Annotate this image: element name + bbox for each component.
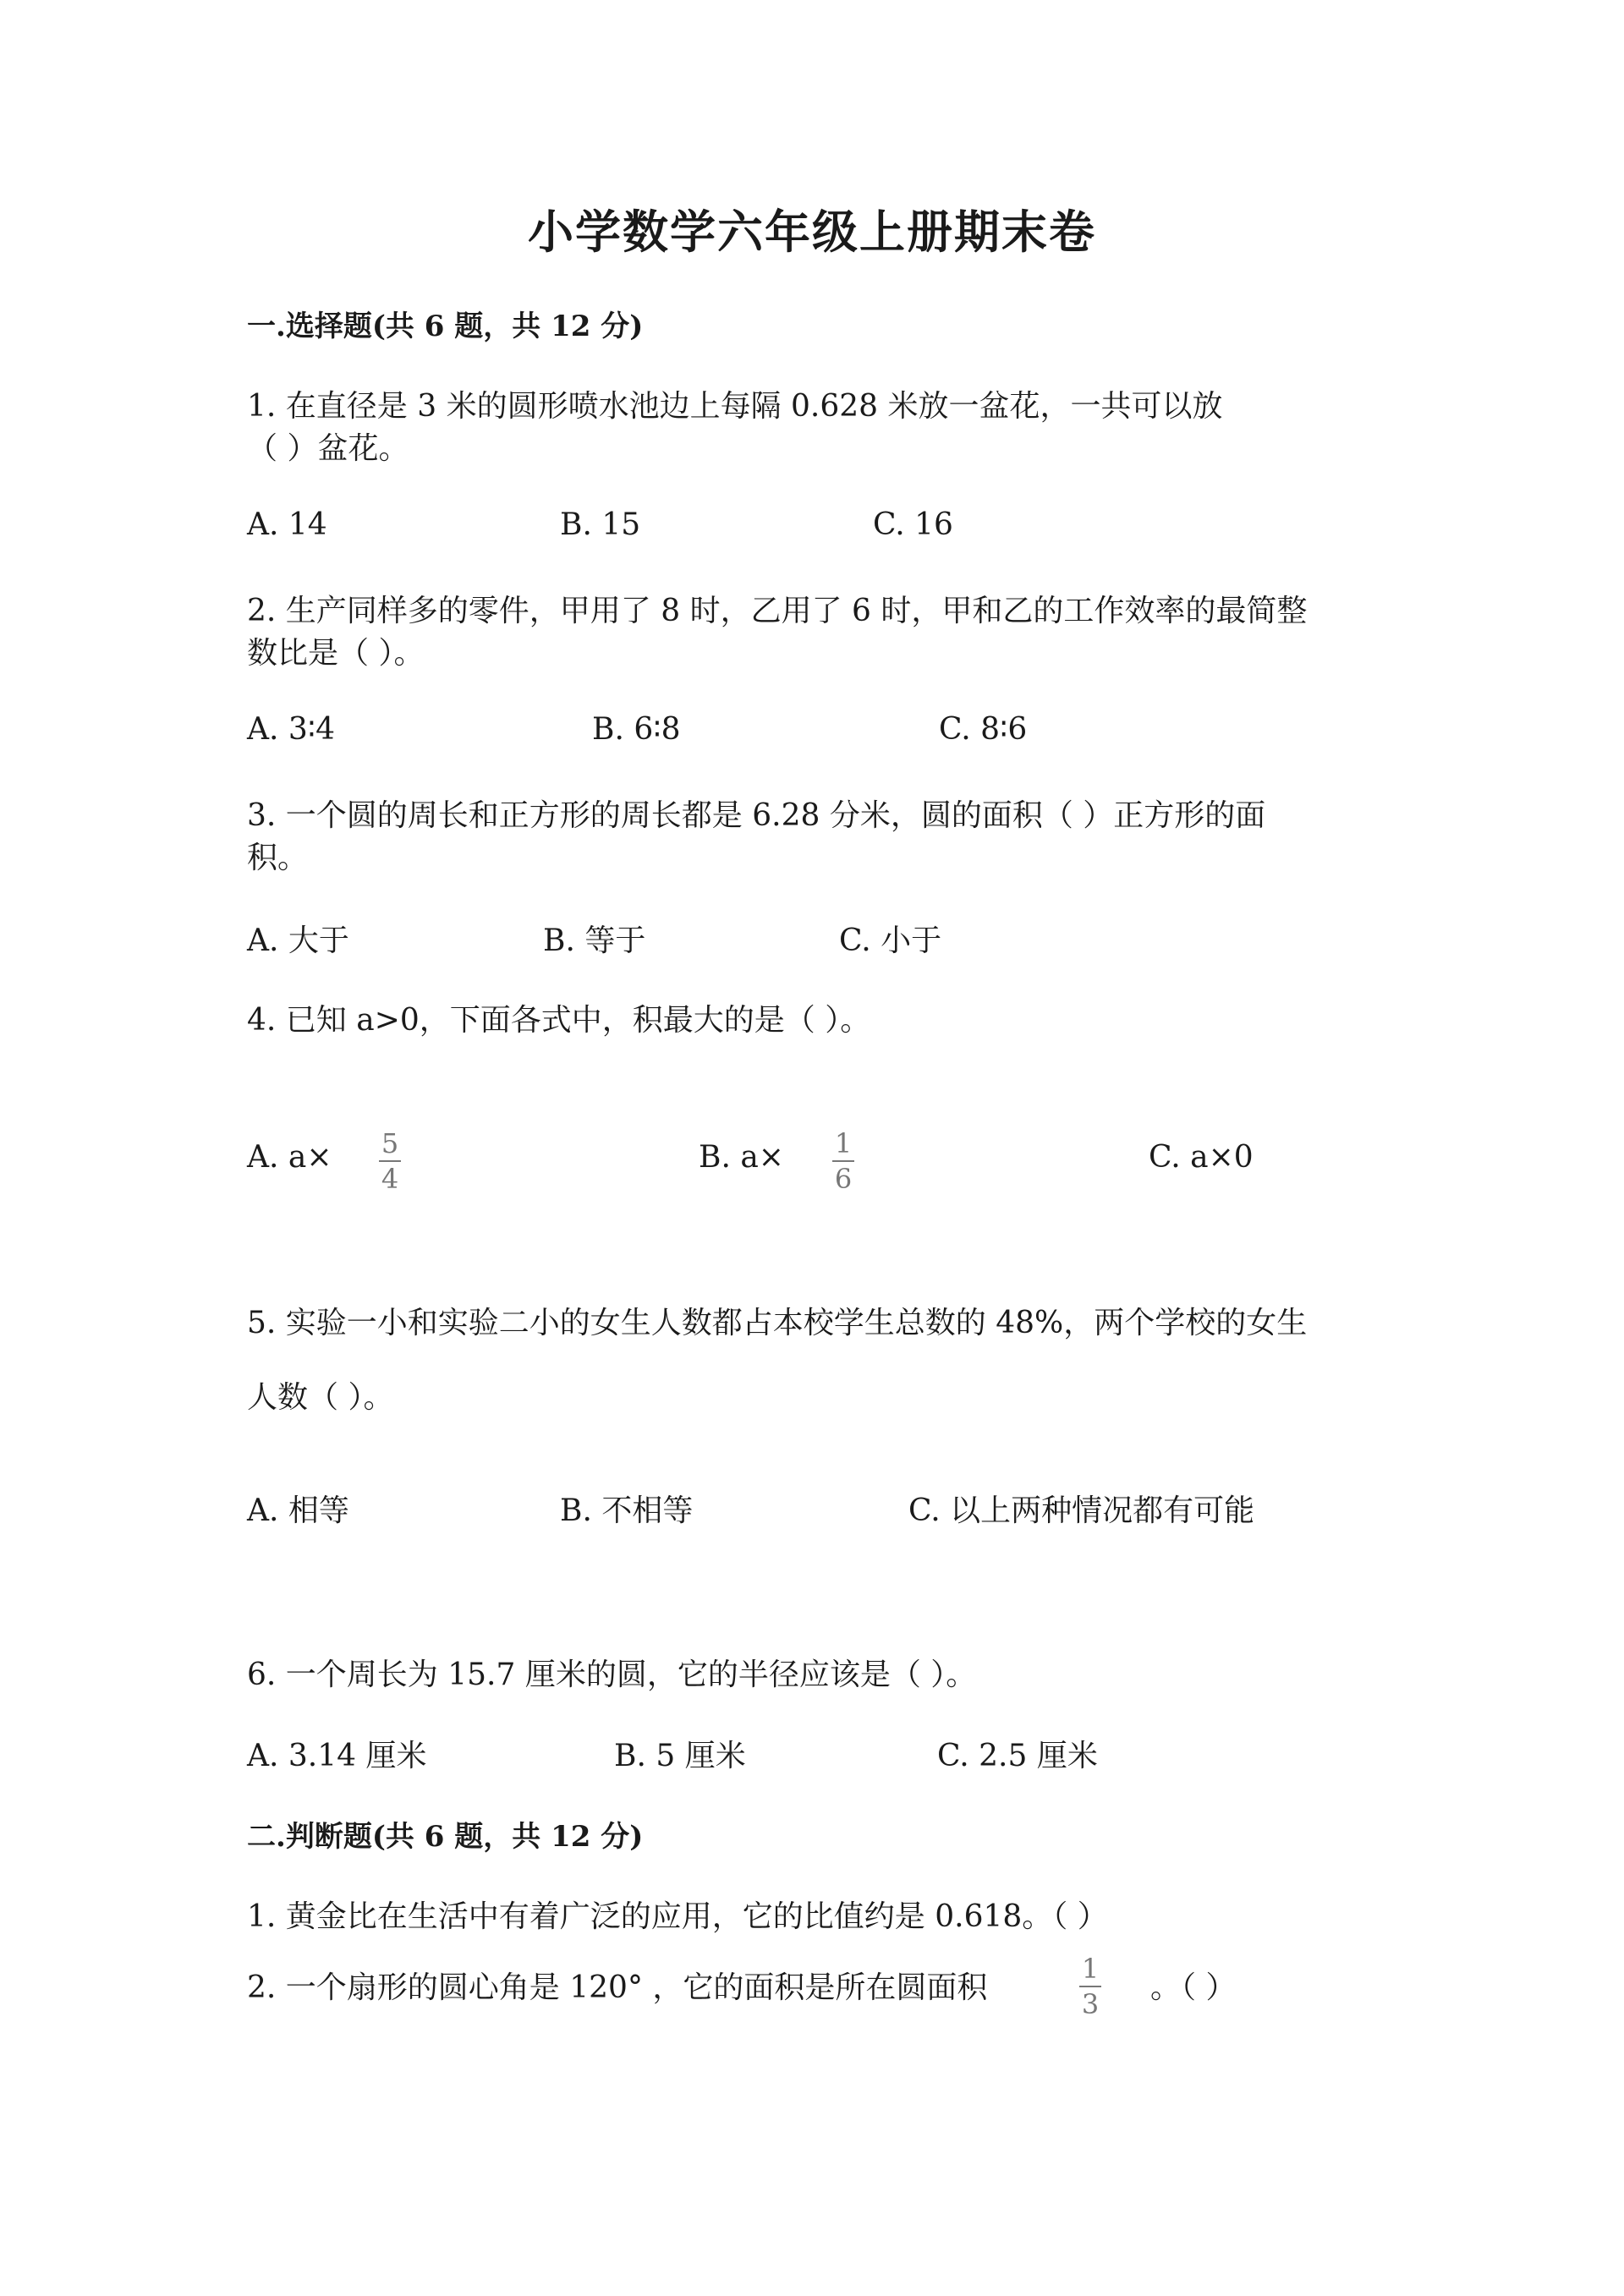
question-4-option-b[interactable]: B. a× [699, 1140, 784, 1175]
judgement-2: 2. 一个扇形的圆心角是 120° ，它的面积是所在圆面积 [247, 1970, 988, 2005]
fraction-denominator: 4 [381, 1163, 399, 1195]
section-heading-choice: 一.选择题(共 6 题，共 12 分) [247, 310, 644, 343]
question-2-option-b[interactable]: B. 6∶8 [592, 712, 681, 747]
question-4-option-c[interactable]: C. a×0 [1149, 1140, 1254, 1175]
fraction-bar [379, 1160, 401, 1162]
question-2-line-1: 2. 生产同样多的零件，甲用了 8 时，乙用了 6 时，甲和乙的工作效率的最简整 [247, 594, 1308, 628]
question-3-line-2: 积。 [247, 841, 309, 875]
question-2-option-a[interactable]: A. 3∶4 [247, 712, 336, 747]
question-4-option-a[interactable]: A. a× [247, 1140, 332, 1175]
question-1-option-b[interactable]: B. 15 [560, 507, 641, 542]
question-4-line-1: 4. 已知 a>0，下面各式中，积最大的是（ ）。 [247, 1003, 871, 1038]
question-6-line-1: 6. 一个周长为 15.7 厘米的圆，它的半径应该是（ ）。 [247, 1658, 977, 1692]
fraction-denominator: 3 [1081, 1988, 1100, 2020]
judgement-2-fraction [1079, 1954, 1101, 2019]
question-1-option-c[interactable]: C. 16 [873, 507, 953, 542]
question-6-option-b[interactable]: B. 5 厘米 [614, 1739, 746, 1773]
fraction-numerator: 5 [381, 1127, 399, 1159]
question-5-option-a[interactable]: A. 相等 [247, 1493, 349, 1528]
section-heading-judgement: 二.判断题(共 6 题，共 12 分) [247, 1820, 644, 1854]
question-3-option-b[interactable]: B. 等于 [543, 923, 646, 958]
question-1-option-a[interactable]: A. 14 [247, 507, 327, 542]
question-1-line-2: （ ）盆花。 [247, 431, 409, 466]
question-1-line-1: 1. 在直径是 3 米的圆形喷水池边上每隔 0.628 米放一盆花，一共可以放 [247, 389, 1223, 424]
question-3-option-c[interactable]: C. 小于 [839, 923, 942, 958]
question-6-option-a[interactable]: A. 3.14 厘米 [247, 1739, 427, 1773]
question-2-option-c[interactable]: C. 8∶6 [939, 712, 1028, 747]
judgement-1: 1. 黄金比在生活中有着广泛的应用，它的比值约是 0.618。（ ） [247, 1899, 1108, 1934]
question-5-option-c[interactable]: C. 以上两种情况都有可能 [908, 1493, 1255, 1528]
fraction-bar [832, 1160, 854, 1162]
question-6-option-c[interactable]: C. 2.5 厘米 [937, 1739, 1098, 1773]
question-2-line-2: 数比是（ ）。 [247, 636, 425, 671]
question-5-option-b[interactable]: B. 不相等 [560, 1493, 694, 1528]
fraction-numerator: 1 [1081, 1953, 1100, 1985]
question-4-option-a-fraction [379, 1128, 401, 1194]
fraction-bar [1079, 1986, 1101, 1987]
fraction-denominator: 6 [834, 1163, 853, 1195]
question-5-line-1: 5. 实验一小和实验二小的女生人数都占本校学生总数的 48%，两个学校的女生 [247, 1306, 1308, 1340]
question-5-line-2: 人数（ ）。 [247, 1380, 394, 1415]
question-4-option-b-fraction [832, 1128, 854, 1194]
judgement-2-suffix: 。（ ） [1150, 1970, 1237, 2005]
fraction-numerator: 1 [834, 1127, 853, 1159]
question-3-line-1: 3. 一个圆的周长和正方形的周长都是 6.28 分米，圆的面积（ ）正方形的面 [247, 798, 1266, 833]
page-title: 小学数学六年级上册期末卷 [528, 205, 1096, 259]
question-3-option-a[interactable]: A. 大于 [247, 923, 349, 958]
